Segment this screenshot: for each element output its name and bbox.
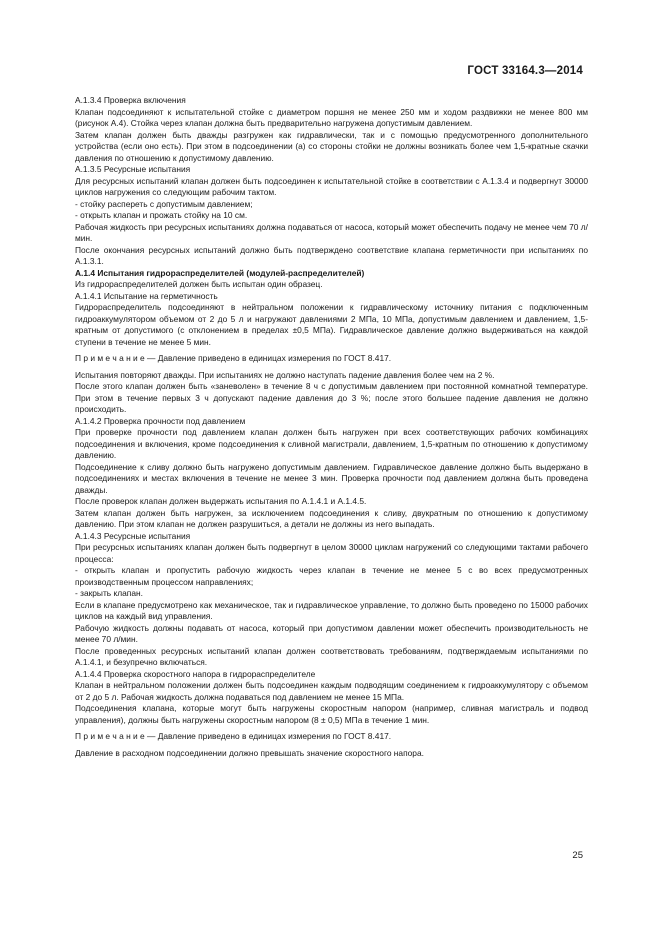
paragraph: При проверке прочности под давлением клапан должен быть нагружен при всех соответствующих рабочих комбинациях подсоединения и включения, кроме подсоединения к сливной магистрали, давлением, 1,5-кратным по отношению к допустимому давлению. — [75, 427, 588, 460]
paragraph: Клапан подсоединяют к испытательной стойке с диаметром поршня не менее 250 мм и ходом раздвижки не менее 800 мм (рисунок А.4). Стойка через клапан должна быть предварительно нагружена допустимым давлением. — [75, 106, 588, 128]
list-item: - открыть клапан и пропустить рабочую жидкость через клапан в течение не менее 5 с во всех предусмотренных производственным процессом направлениях; — [75, 565, 588, 587]
document-header: ГОСТ 33164.3—2014 — [467, 65, 583, 77]
paragraph: После этого клапан должен быть «заневолен» в течение 8 ч с допустимым давлением при постоянной комнатной температуре. При этом в течение первых 3 ч допускают падение давления до 3 %; после этого большее падение давления не должно происходить. — [75, 381, 588, 414]
paragraph: После проведенных ресурсных испытаний клапан должен соответствовать требованиям, подтверждаемым испытаниями по А.1.4.1, и безупречно включаться. — [75, 645, 588, 667]
paragraph: Для ресурсных испытаний клапан должен быть подсоединен к испытательной стойке в соответствии с А.1.3.4 и подвергнут 30000 циклов нагружения со следующим рабочим тактом. — [75, 175, 588, 197]
paragraph: Затем клапан должен быть нагружен, за исключением подсоединения к сливу, двукратным по отношению к допустимому давлению. При этом клапан не должен разрушиться, а детали не должны из него выпадать. — [75, 507, 588, 529]
section-heading: А.1.4.4 Проверка скоростного напора в гидрораспределителе — [75, 668, 316, 679]
paragraph: Подсоединение к сливу должно быть нагружено допустимым давлением. Гидравлическое давление должно быть выдержано в подсоединениях и местах включения в течение не менее 3 мин. Проверка прочности под давлением должна быть проведена дважды. — [75, 461, 588, 495]
section-heading: А.1.3.4 Проверка включения — [75, 95, 186, 105]
paragraph: Испытания повторяют дважды. При испытаниях не должно наступать падение давления более чем на 2 %. — [75, 369, 495, 380]
paragraph: Клапан в нейтральном положении должен быть подсоединен каждым подводящим соединением к гидроаккумулятору с объемом от 2 до 5 л. Рабочая жидкость должна подаваться под давлением не менее 15 МПа. — [75, 680, 588, 702]
document-body — [75, 95, 588, 759]
section-heading: А.1.4.1 Испытание на герметичность — [75, 290, 218, 301]
list-item: - стойку распереть с допустимым давлением; — [75, 198, 253, 209]
section-heading: А.1.4.2 Проверка прочности под давлением — [75, 415, 246, 426]
section-heading: А.1.4.3 Ресурсные испытания — [75, 530, 191, 541]
page-number: 25 — [572, 850, 583, 861]
section-heading: А.1.3.5 Ресурсные испытания — [75, 164, 191, 174]
paragraph: Затем клапан должен быть дважды разгружен как гидравлически, так и с помощью предусмотренного дополнительного устройства (если оно есть). При этом в подсоединении (а) со стороны стойки не должны возникать более чем 1,5-кратные скачки давления по отношению к допустимому давлению. — [75, 129, 588, 163]
paragraph: Рабочую жидкость должны подавать от насоса, который при допустимом давлении может обеспечить производительность не менее 70 л/мин. — [75, 622, 588, 644]
paragraph: Из гидрораспределителей должен быть испытан один образец. — [75, 279, 323, 289]
note: П р и м е ч а н и е — Давление приведено в единицах измерения по ГОСТ 8.417. — [75, 353, 392, 363]
paragraph: Рабочая жидкость при ресурсных испытаниях должна подаваться от насоса, который может обеспечить подачу не менее чем 70 л/мин. — [75, 221, 588, 243]
section-heading-bold: А.1.4 Испытания гидрораспределителей (модулей-распределителей) — [75, 267, 365, 278]
paragraph: Гидрораспределитель подсоединяют в нейтральном положении к гидравлическому источнику питания с подключенным гидроаккумулятором объемом от 2 до 5 л и нагружают давлениями 2 МПа, 10 МПа, допустимым давлением и давлением, 1,5-кратным от допустимого (с отклонением в пределах ±0,5 МПа). Гидравлическое давление должно выдерживаться на каждой ступени в течение не менее 5 мин. — [75, 302, 588, 347]
list-item: - открыть клапан и прожать стойку на 10 см. — [75, 210, 248, 220]
paragraph: После проверок клапан должен выдержать испытания по А.1.4.1 и А.1.4.5. — [75, 496, 367, 506]
paragraph: Давление в расходном подсоединении должно превышать значение скоростного напора. — [75, 747, 424, 758]
note: П р и м е ч а н и е — Давление приведено в единицах измерения по ГОСТ 8.417. — [75, 731, 392, 741]
paragraph: При ресурсных испытаниях клапан должен быть подвергнут в целом 30000 циклам нагружений со следующими тактами рабочего процесса: — [75, 542, 588, 564]
paragraph: Подсоединения клапана, которые могут быть нагружены скоростным напором (например, сливная магистраль и подвод управления), должны быть нагружены скоростным напором (8 ± 0,5) МПа в течение 1 мин. — [75, 703, 588, 725]
paragraph: После окончания ресурсных испытаний должно быть подтверждено соответствие клапана герметичности при испытаниях по А.1.3.1. — [75, 244, 588, 266]
list-item: - закрыть клапан. — [75, 588, 143, 598]
paragraph: Если в клапане предусмотрено как механическое, так и гидравлическое управление, то должно быть проведено по 15000 рабочих циклов на каждый вид управления. — [75, 599, 588, 621]
